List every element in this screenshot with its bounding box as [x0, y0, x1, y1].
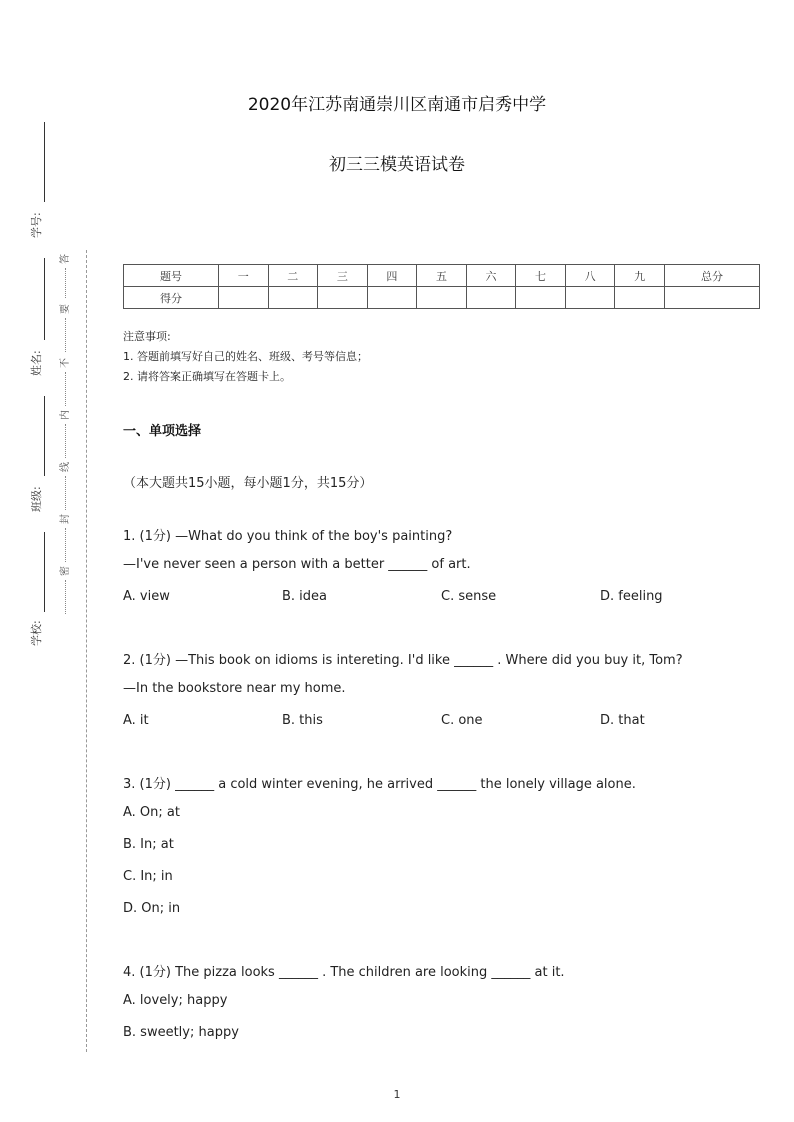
- score-cell: [268, 287, 318, 309]
- score-cell: [664, 287, 759, 309]
- question-4-stem: 4. (1分) The pizza looks ______ . The children are looking ______ at it.: [123, 965, 565, 980]
- option-b[interactable]: B. this: [282, 713, 323, 728]
- score-table: [123, 264, 760, 309]
- score-table-header: 三: [318, 265, 368, 287]
- exam-subtitle: 初三三模英语试卷: [329, 155, 465, 175]
- score-row-label: 得分: [124, 287, 219, 309]
- seal-dots-4: [65, 424, 66, 458]
- seal-char-mi: 密: [60, 566, 71, 576]
- question-2-options: [123, 713, 763, 731]
- score-cell: [466, 287, 516, 309]
- section-title: 一、单项选择: [123, 424, 202, 439]
- binding-dashed-line: [86, 250, 87, 1052]
- class-label: 班级:: [30, 486, 43, 512]
- option-b[interactable]: B. idea: [282, 589, 328, 604]
- option-d[interactable]: D. that: [600, 713, 645, 728]
- question-3-option-a[interactable]: A. On; at: [123, 805, 180, 820]
- question-1-stem: 1. (1分) —What do you think of the boy's painting?: [123, 529, 453, 544]
- score-table-header-row: [124, 265, 760, 287]
- score-cell: [565, 287, 615, 309]
- seal-dots-3: [65, 372, 66, 406]
- question-3-option-b[interactable]: B. In; at: [123, 837, 174, 852]
- option-a[interactable]: A. it: [123, 713, 149, 728]
- notes-heading: 注意事项:: [123, 330, 171, 343]
- score-table-header: 二: [268, 265, 318, 287]
- question-3-option-d[interactable]: D. On; in: [123, 901, 181, 916]
- seal-char-bu: 不: [60, 358, 71, 368]
- seal-char-xian: 线: [60, 462, 71, 472]
- option-a[interactable]: A. view: [123, 589, 170, 604]
- option-c[interactable]: C. sense: [441, 589, 497, 604]
- score-table-header: 四: [367, 265, 417, 287]
- seal-dots-1: [65, 268, 66, 298]
- score-cell: [417, 287, 467, 309]
- name-label: 姓名:: [30, 350, 43, 376]
- section-instructions: （本大题共15小题，每小题1分，共15分）: [123, 476, 373, 491]
- class-blank: [44, 396, 45, 476]
- score-table-score-row: [124, 287, 760, 309]
- score-table-header: 一: [218, 265, 268, 287]
- score-table-header: 九: [615, 265, 665, 287]
- score-table-header: 八: [565, 265, 615, 287]
- question-3-stem: 3. (1分) ______ a cold winter evening, he arrived ______ the lonely village alone.: [123, 777, 636, 792]
- score-table-header: 总分: [664, 265, 759, 287]
- score-cell: [615, 287, 665, 309]
- score-table-header: 题号: [124, 265, 219, 287]
- question-4-option-a[interactable]: A. lovely; happy: [123, 993, 228, 1008]
- seal-char-nei: 内: [60, 410, 71, 420]
- question-2-stem: 2. (1分) —This book on idioms is intereting. I'd like ______ . Where did you buy it, Tom?: [123, 653, 683, 668]
- student-id-label: 学号:: [30, 212, 43, 238]
- seal-dots-2: [65, 318, 66, 352]
- question-4-option-b[interactable]: B. sweetly; happy: [123, 1025, 239, 1040]
- seal-dots-6: [65, 528, 66, 562]
- score-table-header: 六: [466, 265, 516, 287]
- question-3-option-c[interactable]: C. In; in: [123, 869, 173, 884]
- seal-dots-7: [65, 580, 66, 614]
- score-cell: [218, 287, 268, 309]
- question-1-stem-reply: —I've never seen a person with a better ______ of art.: [123, 557, 471, 572]
- seal-char-yao: 要: [60, 304, 71, 314]
- name-blank: [44, 258, 45, 340]
- notes-item: 2. 请将答案正确填写在答题卡上。: [123, 370, 291, 383]
- notes-item: 1. 答题前填写好自己的姓名、班级、考号等信息；: [123, 350, 368, 363]
- page-number: 1: [393, 1088, 401, 1101]
- score-cell: [516, 287, 566, 309]
- option-d[interactable]: D. feeling: [600, 589, 663, 604]
- seal-char-feng: 封: [60, 514, 71, 524]
- score-table-header: 七: [516, 265, 566, 287]
- option-c[interactable]: C. one: [441, 713, 483, 728]
- school-label: 学校:: [30, 620, 43, 646]
- score-cell: [318, 287, 368, 309]
- score-table-header: 五: [417, 265, 467, 287]
- exam-title: 2020年江苏南通崇川区南通市启秀中学: [247, 95, 547, 115]
- question-1-options: [123, 589, 763, 607]
- seal-dots-5: [65, 476, 66, 510]
- school-blank: [44, 532, 45, 612]
- seal-char-da: 答: [60, 254, 71, 264]
- score-cell: [367, 287, 417, 309]
- question-2-stem-reply: —In the bookstore near my home.: [123, 681, 346, 696]
